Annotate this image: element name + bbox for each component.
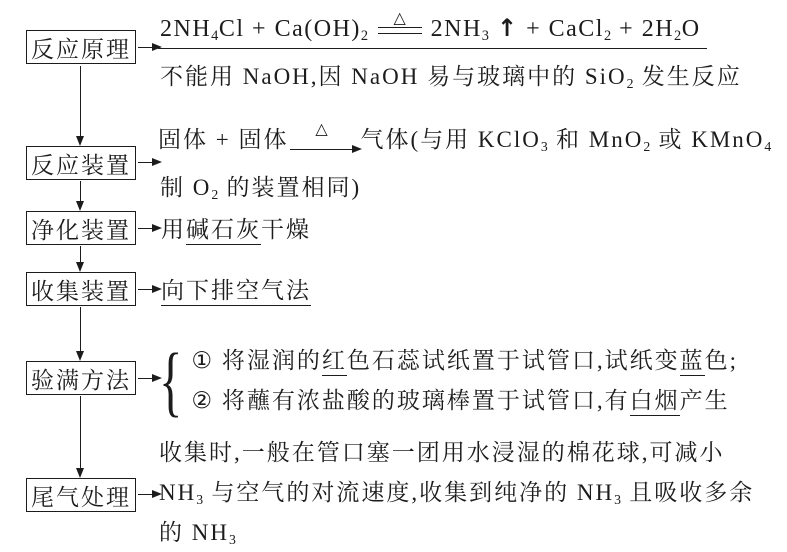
- apparatus-line1-right: 气体(与用 KClO$_3$ 和 MnO$_2$ 或 KMnO$_4$: [360, 127, 772, 154]
- box-reaction-principle: [26, 30, 136, 64]
- box-reaction-principle-label: 反应原理: [31, 36, 131, 62]
- collection-text: 向下排空气法: [161, 275, 311, 307]
- down-arrow-3: [80, 246, 81, 262]
- box-reaction-apparatus-label: 反应装置: [31, 152, 131, 178]
- double-equals-line: [378, 27, 422, 34]
- right-arrow-purification: [138, 228, 152, 229]
- box-collection-apparatus: [26, 272, 136, 306]
- delta-condition-icon: △: [393, 8, 406, 27]
- tail-gas-line-3: 的 $NH_3$: [159, 520, 237, 547]
- equation-left: $2NH_4Cl + Ca(OH)_2$: [160, 16, 369, 45]
- chemical-equation: [158, 10, 707, 49]
- box-tail-gas-treatment: [26, 478, 136, 512]
- principle-note: 不能用 NaOH,因 NaOH 易与玻璃中的 SiO$_2$ 发生反应: [160, 64, 742, 91]
- right-arrow-tail-gas: [138, 494, 152, 495]
- apparatus-line1-left: 固体 + 固体: [158, 127, 289, 152]
- right-arrow-principle: [138, 47, 152, 48]
- box-verification-method-label: 验满方法: [31, 367, 131, 393]
- box-tail-gas-treatment-label: 尾气处理: [31, 484, 131, 510]
- arrow-with-delta: [290, 121, 352, 150]
- right-arrow-collection: [138, 289, 152, 290]
- purification-text: 用碱石灰干燥: [161, 214, 311, 246]
- equals-with-delta: [378, 10, 422, 34]
- box-verification-method: [26, 361, 136, 395]
- down-arrow-5: [80, 396, 81, 468]
- down-arrow-1: [80, 66, 81, 136]
- verification-item-2: ② 将蘸有浓盐酸的玻璃棒置于试管口,有白烟产生: [191, 381, 738, 421]
- verification-group: [152, 337, 738, 424]
- box-reaction-apparatus: [26, 146, 136, 180]
- verification-item-1: ① 将湿润的红色石蕊试纸置于试管口,试纸变蓝色;: [191, 341, 738, 381]
- down-arrow-4: [80, 307, 81, 351]
- tail-gas-line-1: 收集时,一般在管口塞一团用水浸湿的棉花球,可减小: [159, 440, 725, 465]
- tail-gas-paragraph: [159, 433, 754, 552]
- tail-gas-line-2: $NH_3$ 与空气的对流速度,收集到纯净的 $NH_3$ 且吸收多余: [159, 480, 755, 507]
- delta-condition-icon: △: [315, 119, 328, 138]
- right-arrow-verification: [138, 378, 152, 379]
- left-brace: {: [159, 337, 183, 424]
- apparatus-line-1: [158, 121, 772, 156]
- down-arrow-2: [80, 181, 81, 201]
- box-purification-apparatus-label: 净化装置: [31, 217, 131, 243]
- condition-arrow-line: [290, 149, 352, 150]
- box-purification-apparatus: [26, 211, 136, 245]
- right-arrow-apparatus: [138, 162, 152, 163]
- box-collection-apparatus-label: 收集装置: [31, 278, 131, 304]
- equation-right: $2NH_3$ ↑ + CaCl$_2$ + $2H_2O$: [430, 14, 701, 45]
- apparatus-line-2: 制 $O_2$ 的装置相同): [160, 175, 362, 202]
